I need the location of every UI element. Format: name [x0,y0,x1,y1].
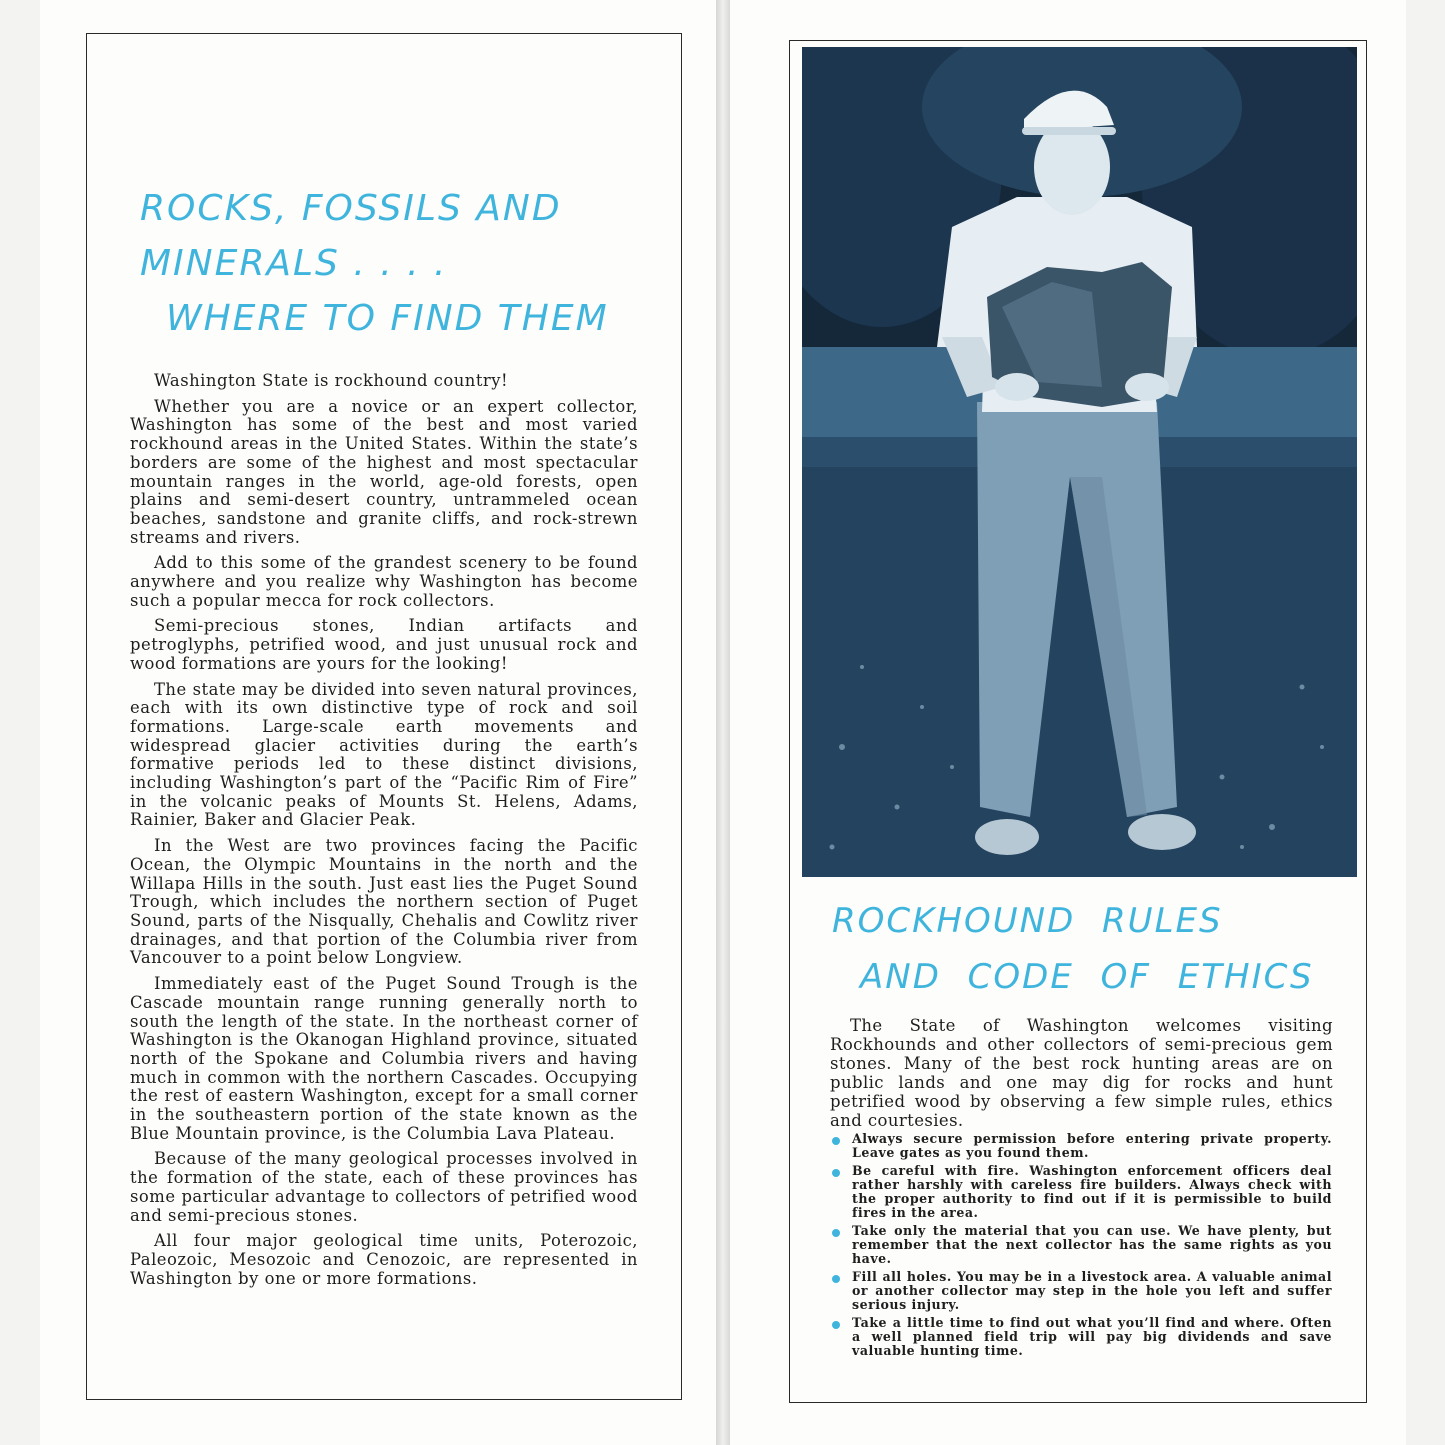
paragraph-1: Washington State is rockhound country! [154,371,509,390]
left-heading-line-3: WHERE TO FIND THEM [166,298,609,339]
rule-text: Take a little time to find out what you’ll find and where. Often a well planned field trip will pay big dividends and save valuable hunting time. [852,1315,1332,1358]
paragraph-6: In the West are two provinces facing the Pacific Ocean, the Olympic Mountains in the north and the Willapa Hills in the south. Just east lies the Puget Sound Trough, which includes the northern section of Puget Sound, parts of the Nisqually, Chehalis and Cowlitz river drainages, and that portion of the Columbia river from Vancouver to a point below Longview. [130,836,638,968]
rockhound-photo [802,47,1357,877]
rule-text: Always secure permission before entering private property. Leave gates as you found them. [852,1131,1332,1160]
rule-item [832,1316,1332,1358]
right-heading-line-2: AND CODE OF ETHICS [860,957,1314,997]
paragraph-4: Semi-precious stones, Indian artifacts and petroglyphs, petrified wood, and just unusual rock and wood formations are yours for the looking! [130,616,638,673]
ethics-intro-text: The State of Washington welcomes visiting Rockhounds and other collectors of semi-precious gem stones. Many of the best rock hunting areas are on public lands and one may dig for rocks and hunt petrified wood by observing a few simple rules, ethics and courtesies. [830,1016,1333,1130]
left-heading-line-2: MINERALS . . . . [140,243,448,284]
rule-item [832,1270,1332,1312]
paragraph-2: Whether you are a novice or an expert collector, Washington has some of the best and most varied rockhound areas in the United States. Within the state’s borders are some of the highest and most spectacular mountain ranges in the world, age-old forests, open plains and semi-desert country, untrammeled ocean beaches, sandstone and granite cliffs, and rock-strewn streams and rivers. [130,396,638,547]
man-holding-petrified-wood-illustration [802,47,1357,877]
rule-item [832,1164,1332,1220]
paragraph-8: Because of the many geological processes involved in the formation of the state, each of these provinces has some particular advantage to collectors of petrified wood and semi-precious stones. [130,1149,638,1225]
bullet-icon [832,1275,840,1283]
rules-list [832,1132,1332,1362]
rule-text: Fill all holes. You may be in a livestock area. A valuable animal or another collector may step in the hole you left and suffer serious injury. [852,1269,1332,1312]
rule-text: Be careful with fire. Washington enforcement officers deal rather harshly with careless fire builders. Always check with the proper authority to find out if it is permissible to build fires in the area. [852,1163,1332,1220]
bullet-icon [832,1321,840,1329]
paragraph-9: All four major geological time units, Poterozoic, Paleozoic, Mesozoic and Cenozoic, are represented in Washington by one or more formations. [130,1231,638,1288]
rule-text: Take only the material that you can use. We have plenty, but remember that the next collector has the same rights as you have. [852,1223,1332,1266]
rule-item [832,1132,1332,1160]
rule-item [832,1224,1332,1266]
bullet-icon [832,1169,840,1177]
paragraph-5: The state may be divided into seven natural provinces, each with its own distinctive type of rock and soil formations. Large-scale earth movements and widespread glacier activities during the earth’s formative periods led to these distinct divisions, including Washington’s part of the “Pacific Rim of Fire” in the volcanic peaks of Mounts St. Helens, Adams, Rainier, Baker and Glacier Peak. [130,679,638,830]
paragraph-3: Add to this some of the grandest scenery to be found anywhere and you realize why Washington has become such a popular mecca for rock collectors. [130,553,638,610]
left-body-text [130,372,638,1295]
left-heading-line-1: ROCKS, FOSSILS AND [140,188,562,229]
right-heading-line-1: ROCKHOUND RULES [832,901,1223,941]
bullet-icon [832,1137,840,1145]
paragraph-7: Immediately east of the Puget Sound Trough is the Cascade mountain range running generally north to south the length of the state. In the northeast corner of Washington is the Okanogan Highland province, situated north of the Spokane and Columbia rivers and having much in common with the northern Cascades. Occupying the rest of eastern Washington, except for a small corner in the southeastern portion of the state known as the Blue Mountain province, is the Columbia Lava Plateau. [130,974,638,1143]
bullet-icon [832,1229,840,1237]
ethics-intro [830,1016,1333,1130]
brochure-fold [716,0,730,1445]
